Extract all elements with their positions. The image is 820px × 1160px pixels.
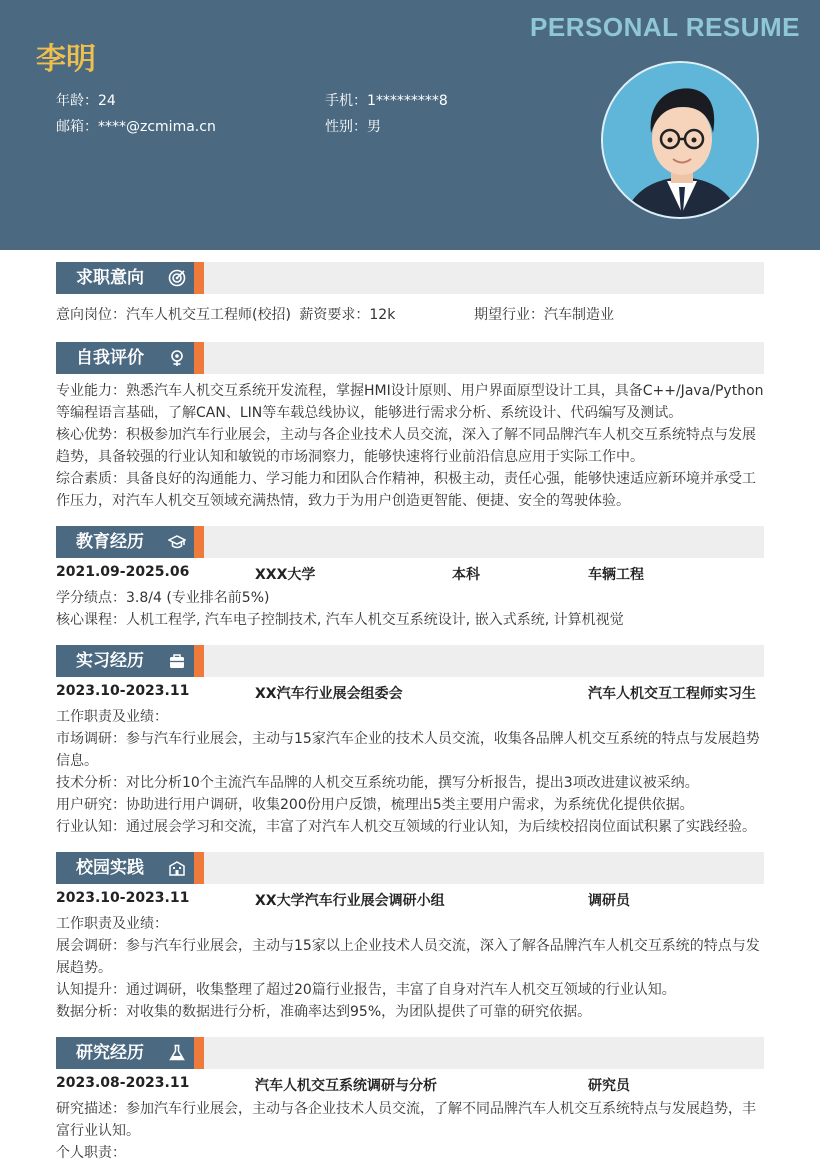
internship-item: 技术分析：对比分析10个主流汽车品牌的人机交互系统功能，撰写分析报告，提出3项改进建议被采纳。 [56,775,699,791]
section-campus [56,852,764,884]
section-title: 校园实践 [76,858,144,878]
internship-item: 用户研究：协助进行用户调研，收集200份用户反馈，梳理出5类主要用户需求，为系统优化提供依据。 [56,797,694,813]
section-title: 研究经历 [76,1043,144,1063]
internship-org: XX汽车行业展会组委会 [255,686,403,702]
self-eval-paragraph: 综合素质：具备良好的沟通能力、学习能力和团队合作精神，积极主动，责任心强，能够快速适应新环境并承受工作压力，对汽车人机交互领域充满热情，致力于为用户创造更智能、便捷、安全的驾驶体验。 [56,471,756,509]
briefcase-icon [168,652,186,670]
research-description: 研究描述：参加汽车行业展会，主动与各企业技术人员交流，了解不同品牌汽车人机交互系统特点与发展趋势，丰富行业认知。 [56,1101,756,1139]
education-courses: 核心课程：人机工程学, 汽车电子控制技术, 汽车人机交互系统设计, 嵌入式系统, 计算机视觉 [56,612,624,628]
industry-value: 汽车制造业 [544,307,614,323]
campus-role: 调研员 [588,893,630,909]
header-banner [0,0,820,250]
education-degree: 本科 [452,567,480,583]
education-school: XXX大学 [255,567,316,583]
age-value: 24 [98,93,116,109]
industry-label: 期望行业： [474,307,544,323]
campus-item: 认知提升：通过调研，收集整理了超过20篇行业报告，丰富了自身对汽车人机交互领域的行业认知。 [56,982,676,998]
campus-period: 2023.10-2023.11 [56,890,190,906]
flask-icon [168,1044,186,1062]
phone-field [325,90,448,110]
internship-role: 汽车人机交互工程师实习生 [588,686,756,702]
gender-label: 性别： [325,119,367,135]
building-icon [168,859,186,877]
section-title: 自我评价 [76,348,144,368]
research-project: 汽车人机交互系统调研与分析 [255,1078,437,1094]
education-period: 2021.09-2025.06 [56,564,190,580]
email-label: 邮箱： [56,119,98,135]
campus-duties-label: 工作职责及业绩： [56,916,168,932]
section-title: 求职意向 [76,268,144,288]
section-job-intent [56,262,764,294]
self-eval-paragraph: 专业能力：熟悉汽车人机交互系统开发流程，掌握HMI设计原则、用户界面原型设计工具，具备C++/Java/Python等编程语言基础，了解CAN、LIN等车载总线协议，能够进行需求分析、系统设计、代码编写及测试。 [56,383,764,421]
candidate-name: 李明 [36,42,96,77]
profile-photo [601,61,759,219]
internship-item: 市场调研：参与汽车行业展会，主动与15家汽车企业的技术人员交流，收集各品牌人机交互系统的特点与发展趋势信息。 [56,731,760,769]
email-field [56,116,216,136]
badge-icon [168,349,186,367]
target-icon [168,269,186,287]
research-role: 研究员 [588,1078,630,1094]
gender-value: 男 [367,119,381,135]
industry-row [474,304,764,326]
self-eval-paragraph: 核心优势：积极参加汽车行业展会，主动与各企业技术人员交流，深入了解不同品牌汽车人机交互系统特点与发展趋势，具备较强的行业认知和敏锐的市场洞察力，能够快速将行业前沿信息应用于实际工作中。 [56,427,756,465]
section-internship [56,645,764,677]
position-value: 汽车人机交互工程师(校招) [126,307,291,323]
section-research [56,1037,764,1069]
internship-item: 行业认知：通过展会学习和交流，丰富了对汽车人机交互领域的行业认知，为后续校招岗位面试积累了实践经验。 [56,819,756,835]
phone-label: 手机： [325,93,367,109]
salary-label: 薪资要求： [299,307,370,323]
internship-duties-label: 工作职责及业绩： [56,709,168,725]
phone-value: 1*********8 [367,93,448,109]
research-duties-label: 个人职责： [56,1145,126,1160]
internship-period: 2023.10-2023.11 [56,683,190,699]
education-major: 车辆工程 [588,567,644,583]
section-title: 教育经历 [76,532,144,552]
position-label: 意向岗位： [56,307,126,323]
gender-field [325,116,381,136]
campus-item: 展会调研：参与汽车行业展会，主动与15家以上企业技术人员交流，深入了解各品牌汽车人机交互系统的特点与发展趋势。 [56,938,760,976]
graduation-cap-icon [168,533,186,551]
education-gpa: 学分绩点：3.8/4 (专业排名前5%) [56,590,270,606]
avatar-illustration [603,63,759,219]
campus-org: XX大学汽车行业展会调研小组 [255,893,445,909]
section-title: 实习经历 [76,651,144,671]
resume-label: PERSONAL RESUME [530,12,800,42]
age-field [56,90,116,110]
research-period: 2023.08-2023.11 [56,1075,190,1091]
email-value: ****@zcmima.cn [98,119,216,135]
salary-value: 12k [369,307,396,323]
section-education [56,526,764,558]
campus-item: 数据分析：对收集的数据进行分析，准确率达到95%，为团队提供了可靠的研究依据。 [56,1004,592,1020]
age-label: 年龄： [56,93,98,109]
section-self-eval [56,342,764,374]
